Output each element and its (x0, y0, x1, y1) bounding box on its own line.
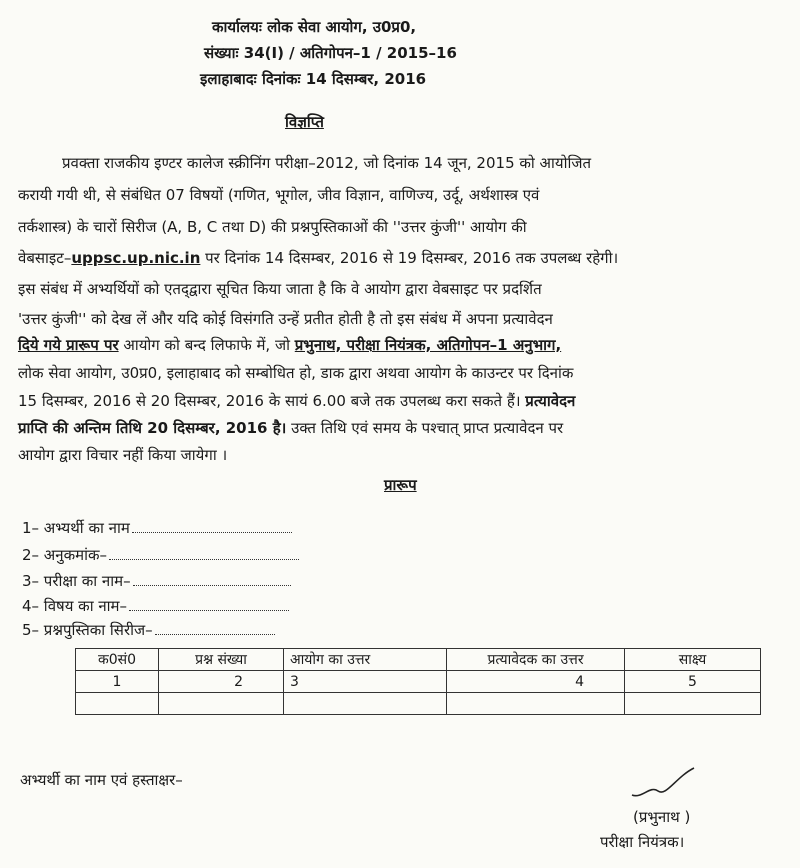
table-cell: 5 (625, 671, 761, 693)
fill-line[interactable] (133, 573, 291, 586)
reference-number: संख्याः 34(I) / अतिगोपन–1 / 2015–16 (204, 44, 457, 62)
format-title: प्रारूप (384, 476, 417, 494)
body-line-9-bold: प्रत्यावेदन (525, 392, 576, 410)
table-cell[interactable] (159, 693, 284, 715)
notice-title: विज्ञप्ति (285, 113, 324, 131)
body-line-9 (18, 391, 575, 411)
signature-mark (628, 765, 698, 811)
table-cell[interactable] (447, 693, 625, 715)
body-line-1: प्रवक्ता राजकीय इण्टर कालेज स्क्रीनिंग परीक्षा–2012, जो दिनांक 14 जून, 2015 को आयोजित (62, 154, 592, 172)
body-line-7 (18, 335, 561, 355)
body-line-5: इस संबंध में अभ्यर्थियों को एतद्‌द्वारा सूचित किया जाता है कि वे आयोग द्वारा वेबसाइट पर प्रदर्शित (18, 280, 542, 298)
table-cell[interactable] (625, 693, 761, 715)
form-field-label: 2– अनुकमांक– (22, 546, 107, 564)
office-line: कार्यालयः लोक सेवा आयोग, उ0प्र0, (212, 18, 417, 36)
form-field-label: 5– प्रश्नपुस्तिका सिरीज– (22, 621, 153, 639)
format-reference: दिये गये प्रारूप पर (18, 336, 119, 354)
body-line-7-mid: आयोग को बन्द लिफाफे में, जो (118, 336, 295, 354)
fill-line[interactable] (132, 520, 292, 533)
body-line-11: आयोग द्वारा विचार नहीं किया जायेगा । (18, 446, 228, 464)
body-line-10-text: उक्त तिथि एवं समय के पश्चात् प्राप्त प्रत्यावेदन पर (286, 419, 564, 437)
body-line-9-text: 15 दिसम्बर, 2016 से 20 दिसम्बर, 2016 के सायं 6.00 बजे तक उपलब्ध करा सकते हैं। (18, 392, 526, 410)
table-cell: 3 (284, 671, 447, 693)
table-header: प्रत्यावेदक का उत्तर (447, 649, 625, 671)
table-cell: 1 (76, 671, 159, 693)
table-cell: 2 (159, 671, 284, 693)
table-header: साक्ष्य (625, 649, 761, 671)
table-cell[interactable] (76, 693, 159, 715)
body-line-3: तर्कशास्त्र) के चारों सिरीज (A, B, C तथा D) की प्रश्नपुस्तिकाओं की ''उत्तर कुंजी'' आयोग की (18, 218, 527, 236)
body-line-10 (18, 418, 563, 438)
form-field-name (22, 518, 292, 538)
date-line: इलाहाबादः दिनांकः 14 दिसम्बर, 2016 (200, 70, 427, 88)
form-field-rollno (22, 545, 299, 565)
form-field-label: 3– परीक्षा का नाम– (22, 572, 131, 590)
candidate-signature-label: अभ्यर्थी का नाम एवं हस्ताक्षर– (20, 771, 183, 789)
body-line-8: लोक सेवा आयोग, उ0प्र0, इलाहाबाद को सम्बोधित हो, डाक द्वारा अथवा आयोग के काउन्टर पर दिनांक (18, 364, 574, 382)
signatory-title: परीक्षा नियंत्रक। (600, 833, 685, 851)
form-field-subject (22, 596, 289, 616)
form-field-exam (22, 571, 291, 591)
fill-line[interactable] (129, 598, 289, 611)
body-line-4 (18, 248, 618, 268)
body-line-6: 'उत्तर कुंजी'' को देख लें और यदि कोई विसंगति उन्हें प्रतीत होती है तो इस संबंध में अपना प्रत्यावेदन (18, 310, 553, 328)
addressee: प्रभुनाथ, परीक्षा नियंत्रक, अतिगोपन–1 अनुभाग, (294, 336, 562, 354)
table-row (76, 671, 761, 693)
table-cell: 4 (447, 671, 625, 693)
table-header-row (76, 649, 761, 671)
table-header: आयोग का उत्तर (284, 649, 447, 671)
website-prefix: वेबसाइट– (18, 249, 72, 267)
table-cell[interactable] (284, 693, 447, 715)
table-row (76, 693, 761, 715)
body-line-2: करायी गयी थी, से संबंधित 07 विषयों (गणित, भूगोल, जीव विज्ञान, वाणिज्य, उर्दू, अर्थशास्त्र एवं (18, 186, 540, 204)
website-link[interactable]: uppsc.up.nic.in (71, 249, 201, 267)
form-field-series (22, 620, 275, 640)
form-field-label: 4– विषय का नाम– (22, 597, 128, 615)
response-table (75, 648, 761, 715)
signatory-name: (प्रभुनाथ ) (633, 808, 691, 826)
table-header: प्रश्न संख्या (159, 649, 284, 671)
website-suffix: पर दिनांक 14 दिसम्बर, 2016 से 19 दिसम्बर, 2016 तक उपलब्ध रहेगी। (200, 249, 619, 267)
table-header: क0सं0 (76, 649, 159, 671)
fill-line[interactable] (109, 547, 299, 560)
form-field-label: 1– अभ्यर्थी का नाम (22, 519, 130, 537)
last-date: प्राप्ति की अन्तिम तिथि 20 दिसम्बर, 2016 है। (18, 419, 287, 437)
fill-line[interactable] (155, 622, 275, 635)
